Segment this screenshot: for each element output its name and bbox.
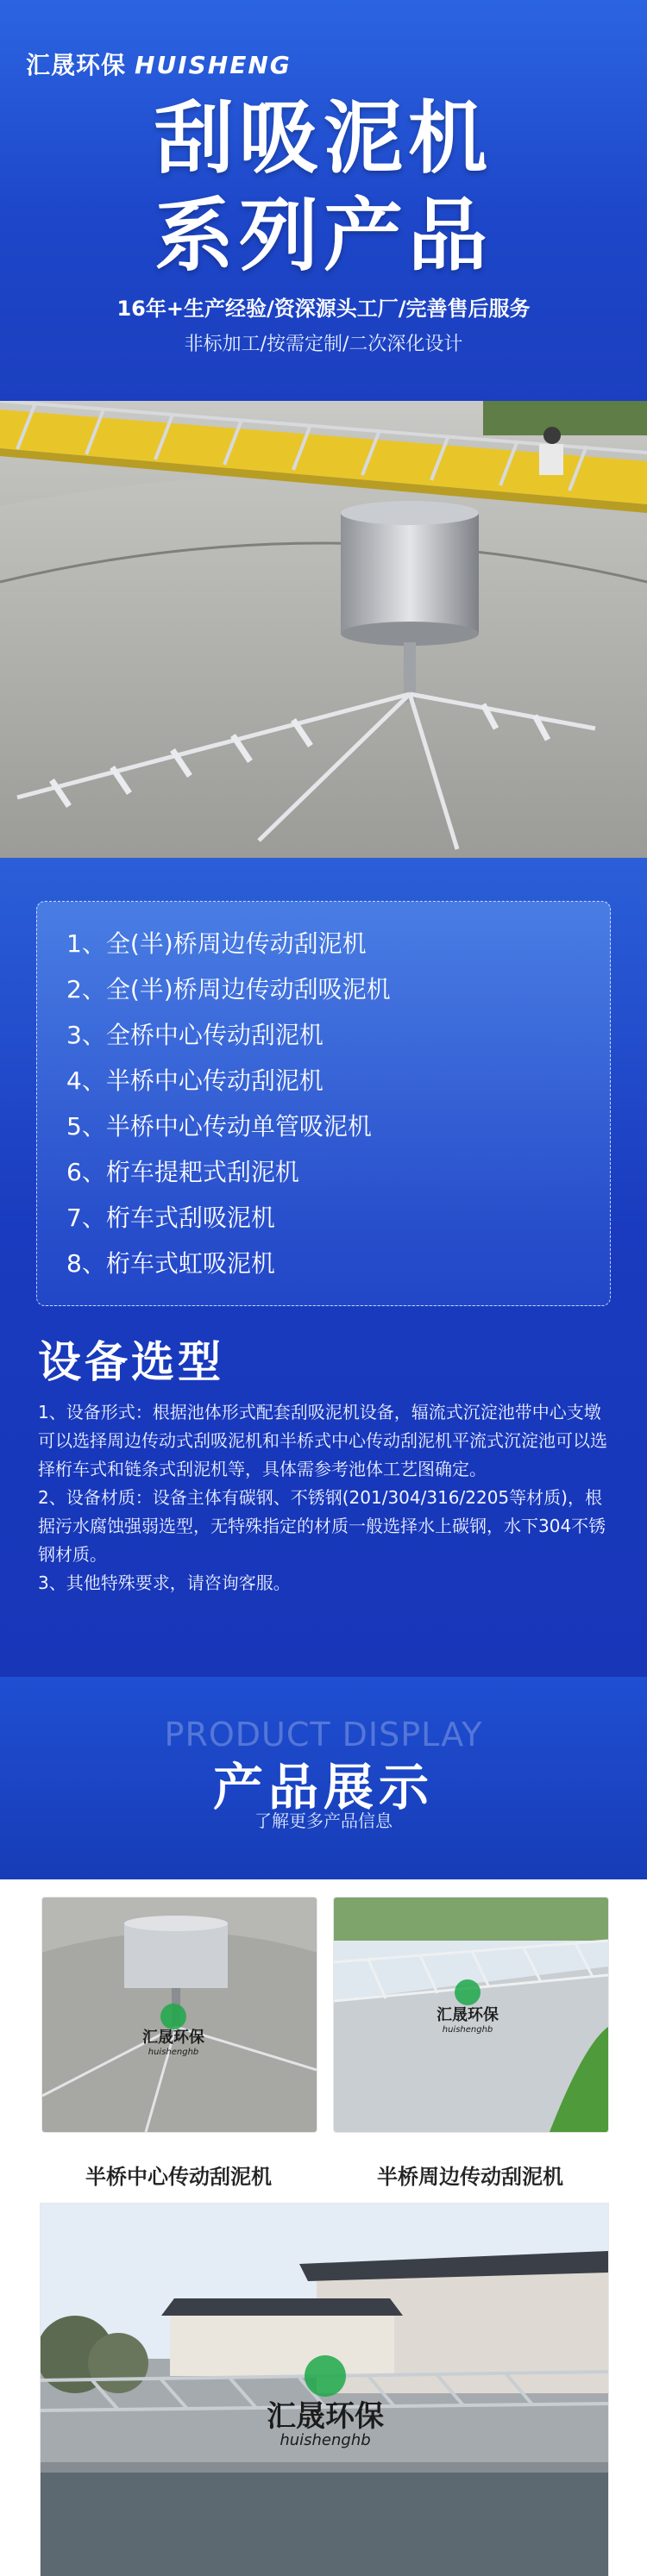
selection-para-2: 2、设备材质：设备主体有碳钢、不锈钢(201/304/316/2205等材质)，根据污水腐蚀强弱选型，无特殊指定的材质一般选择水上碳钢，水下304不锈钢材质。 (38, 1487, 606, 1565)
product-label-2: 半桥周边传动刮泥机 (377, 2165, 563, 2189)
clarifier-photo-illustration (0, 401, 647, 858)
list-item: 6、桁车提耙式刮泥机 (66, 1158, 299, 1186)
selection-para-3: 3、其他特殊要求，请咨询客服。 (38, 1572, 291, 1593)
page-title-line1: 刮吸泥机 (154, 92, 493, 184)
list-item: 8、桁车式虹吸泥机 (66, 1249, 275, 1278)
half-bridge-peripheral-drive-image (334, 1898, 608, 2132)
peripheral-bridge-outdoor-image (41, 2204, 608, 2576)
watermark-cn: 汇晟环保 (437, 2006, 499, 2024)
product-image-1[interactable] (41, 1897, 317, 2133)
watermark-en: huishenghb (148, 2048, 199, 2057)
product-image-2[interactable] (333, 1897, 609, 2133)
display-subtitle: 了解更多产品信息 (254, 1810, 393, 1831)
selection-body (38, 1398, 607, 1597)
tagline-secondary: 非标加工/按需定制/二次深化设计 (184, 334, 463, 355)
list-item: 3、全桥中心传动刮泥机 (66, 1021, 324, 1049)
list-item: 7、桁车式刮吸泥机 (66, 1204, 275, 1232)
product-image-3[interactable] (40, 2203, 609, 2576)
page-title-line2: 系列产品 (154, 190, 493, 282)
list-item: 1、全(半)桥周边传动刮泥机 (66, 929, 367, 958)
brand-logo (26, 47, 292, 81)
product-list-card (36, 901, 611, 1306)
watermark-en: huishenghb (442, 2025, 493, 2035)
list-item: 5、半桥中心传动单管吸泥机 (66, 1112, 372, 1141)
display-ghost-text: PRODUCT DISPLAY (164, 1716, 483, 1754)
watermark-en: huishenghb (280, 2431, 371, 2449)
hero-photo (0, 401, 647, 858)
selection-para-1: 1、设备形式：根据池体形式配套刮吸泥机设备，辐流式沉淀池带中心支墩可以选择周边传动式刮吸泥机和半桥式中心传动刮泥机平流式沉淀池可以选择桁车式和链条式刮泥机等，具体需参考池体工艺图确定。 (38, 1402, 607, 1479)
half-bridge-center-drive-image (42, 1898, 317, 2132)
selection-title: 设备选型 (38, 1337, 224, 1387)
product-label-1: 半桥中心传动刮泥机 (85, 2165, 272, 2189)
tagline-primary: 16年+生产经验/资深源头工厂/完善售后服务 (116, 297, 531, 321)
watermark-cn: 汇晟环保 (267, 2399, 384, 2434)
brand-en: HUISHENG (135, 51, 292, 79)
list-item: 4、半桥中心传动刮泥机 (66, 1066, 324, 1095)
brand-cn: 汇晟环保 (26, 51, 127, 79)
watermark-cn: 汇晟环保 (142, 2029, 204, 2047)
list-item: 2、全(半)桥周边传动刮吸泥机 (66, 975, 391, 1004)
display-title: 产品展示 (212, 1758, 434, 1816)
